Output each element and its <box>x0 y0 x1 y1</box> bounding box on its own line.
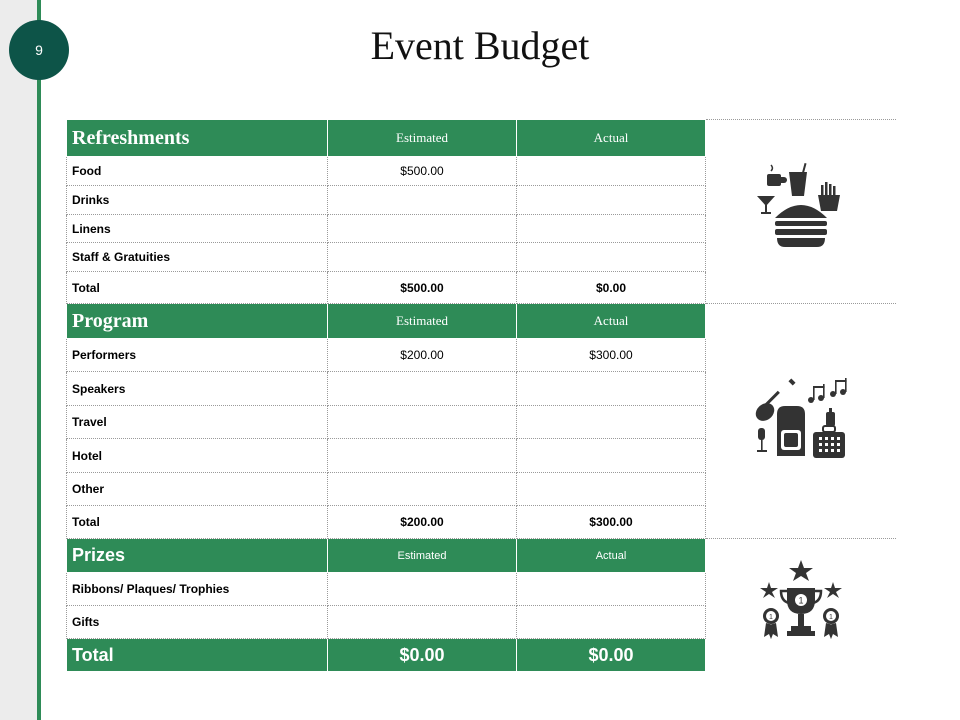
estimated-value: $200.00 <box>328 339 517 372</box>
total-estimated: $500.00 <box>328 272 517 304</box>
svg-text:1: 1 <box>798 595 804 606</box>
row-label: Gifts <box>67 606 328 639</box>
row-label: Drinks <box>67 186 328 215</box>
column-header-estimated: Estimated <box>328 539 517 573</box>
refreshments-icon-cell <box>706 120 896 304</box>
page-number: 9 <box>35 42 43 58</box>
estimated-value <box>328 186 517 215</box>
budget-table <box>66 119 896 672</box>
grand-total-label: Total <box>67 639 328 672</box>
actual-value <box>517 186 706 215</box>
music-travel-icon <box>751 370 851 470</box>
program-icon-cell <box>706 304 896 539</box>
refreshments-header-row <box>67 120 896 157</box>
column-header-estimated: Estimated <box>328 120 517 157</box>
row-label: Other <box>67 473 328 506</box>
total-label: Total <box>67 272 328 304</box>
column-header-actual: Actual <box>517 539 706 573</box>
estimated-value <box>328 243 517 272</box>
estimated-value <box>328 406 517 439</box>
left-accent-line <box>37 0 41 720</box>
row-label: Staff & Gratuities <box>67 243 328 272</box>
trophy-awards-icon <box>751 554 851 654</box>
svg-text:1: 1 <box>828 613 833 621</box>
estimated-value <box>328 439 517 473</box>
svg-text:1: 1 <box>768 613 773 621</box>
prizes-icon-cell <box>706 539 896 672</box>
total-actual: $0.00 <box>517 272 706 304</box>
row-label: Travel <box>67 406 328 439</box>
section-title-prizes: Prizes <box>67 539 328 573</box>
actual-value <box>517 606 706 639</box>
estimated-value <box>328 606 517 639</box>
total-label: Total <box>67 506 328 539</box>
left-band <box>0 0 37 720</box>
total-estimated: $200.00 <box>328 506 517 539</box>
page-title: Event Budget <box>370 23 590 68</box>
actual-value <box>517 215 706 243</box>
actual-value <box>517 573 706 606</box>
actual-value <box>517 439 706 473</box>
column-header-actual: Actual <box>517 304 706 339</box>
estimated-value: $500.00 <box>328 157 517 186</box>
actual-value: $300.00 <box>517 339 706 372</box>
prizes-header-row <box>67 539 896 573</box>
total-actual: $300.00 <box>517 506 706 539</box>
actual-value <box>517 406 706 439</box>
section-title-program: Program <box>67 304 328 339</box>
section-title-refreshments: Refreshments <box>67 120 328 157</box>
estimated-value <box>328 215 517 243</box>
grand-total-actual: $0.00 <box>517 639 706 672</box>
actual-value <box>517 243 706 272</box>
row-label: Speakers <box>67 372 328 406</box>
column-header-actual: Actual <box>517 120 706 157</box>
food-drinks-icon <box>751 160 851 260</box>
row-label: Ribbons/ Plaques/ Trophies <box>67 573 328 606</box>
row-label: Linens <box>67 215 328 243</box>
row-label: Hotel <box>67 439 328 473</box>
actual-value <box>517 473 706 506</box>
estimated-value <box>328 473 517 506</box>
row-label: Food <box>67 157 328 186</box>
estimated-value <box>328 372 517 406</box>
row-label: Performers <box>67 339 328 372</box>
column-header-estimated: Estimated <box>328 304 517 339</box>
estimated-value <box>328 573 517 606</box>
grand-total-estimated: $0.00 <box>328 639 517 672</box>
actual-value <box>517 372 706 406</box>
actual-value <box>517 157 706 186</box>
program-header-row <box>67 304 896 339</box>
